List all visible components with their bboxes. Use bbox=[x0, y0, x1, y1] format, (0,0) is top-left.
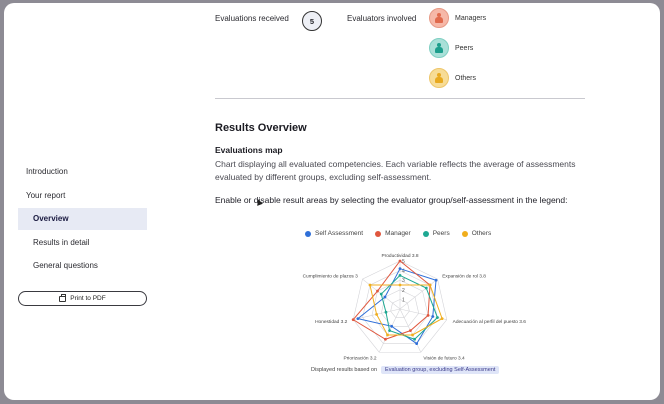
scale-tick-label: 2 bbox=[402, 287, 405, 294]
radar-chart bbox=[302, 243, 526, 363]
data-point bbox=[399, 284, 402, 287]
axis-label: Priorización 3.2 bbox=[343, 356, 377, 362]
data-point bbox=[435, 279, 438, 282]
print-button-label: Print to PDF bbox=[70, 295, 106, 302]
sidebar-item-overview[interactable]: Overview bbox=[18, 208, 147, 230]
data-point bbox=[429, 284, 432, 287]
legend-item-peers[interactable] bbox=[423, 230, 450, 237]
results-overview-title: Results Overview bbox=[215, 122, 307, 134]
sidebar-item-your-report[interactable]: Your report bbox=[26, 190, 66, 200]
peer-avatar-icon bbox=[429, 38, 449, 58]
scale-tick-label: 1 bbox=[402, 297, 405, 304]
data-point bbox=[425, 287, 428, 290]
chart-description: Chart displaying all evaluated competencies. Each variable reflects the average of assessments evaluated by different groups, excluding self-assessment. bbox=[215, 159, 576, 182]
data-point bbox=[376, 290, 379, 293]
data-point bbox=[399, 260, 402, 263]
axis-label: Adecuación al perfil del puesto 3.6 bbox=[452, 320, 526, 326]
data-point bbox=[413, 338, 416, 341]
legend-dot bbox=[423, 231, 429, 237]
axis-label: Honestidad 3.2 bbox=[315, 320, 348, 326]
results-footnote bbox=[311, 366, 499, 374]
data-point bbox=[431, 315, 434, 318]
evaluator-others bbox=[429, 68, 476, 88]
axis-label: Productividad 3.8 bbox=[381, 254, 419, 259]
scale-tick-label: 3 bbox=[402, 278, 405, 285]
axis-label: Expansión de rol 3.8 bbox=[442, 274, 486, 280]
legend-dot bbox=[305, 231, 311, 237]
legend-label: Others bbox=[471, 230, 492, 237]
chart-legend bbox=[305, 230, 491, 237]
data-point bbox=[441, 317, 444, 320]
data-point bbox=[356, 317, 359, 320]
data-point bbox=[390, 325, 393, 328]
sidebar-item-results-in-detail[interactable]: Results in detail bbox=[33, 237, 90, 247]
legend-label: Peers bbox=[432, 230, 450, 237]
legend-item-self-assessment[interactable] bbox=[305, 230, 363, 237]
data-point bbox=[352, 318, 355, 321]
data-point bbox=[415, 342, 418, 345]
data-point bbox=[409, 329, 412, 332]
data-point bbox=[411, 334, 414, 337]
evaluator-label: Managers bbox=[455, 14, 487, 22]
data-point bbox=[384, 296, 387, 299]
data-point bbox=[399, 274, 402, 277]
legend-item-others[interactable] bbox=[462, 230, 492, 237]
evaluations-map-title: Evaluations map bbox=[215, 145, 283, 155]
evaluator-peers bbox=[429, 38, 473, 58]
evaluator-label: Peers bbox=[455, 44, 474, 52]
data-point bbox=[386, 334, 389, 337]
legend-dot bbox=[375, 231, 381, 237]
section-divider bbox=[215, 98, 585, 99]
legend-item-manager[interactable] bbox=[375, 230, 411, 237]
sidebar-item-introduction[interactable]: Introduction bbox=[26, 167, 68, 176]
print-to-pdf-button[interactable] bbox=[18, 291, 147, 306]
data-point bbox=[375, 313, 378, 316]
legend-label: Self Assessment bbox=[315, 230, 364, 237]
other-avatar-icon bbox=[429, 68, 449, 88]
data-point bbox=[388, 329, 391, 332]
legend-label: Manager bbox=[385, 230, 411, 237]
sidebar bbox=[18, 161, 147, 306]
printer-icon bbox=[59, 296, 66, 302]
data-point bbox=[427, 314, 430, 317]
scale-tick-label: 5 bbox=[402, 259, 405, 265]
legend-instruction: Enable or disable result areas by selecting the evaluator group/self-assessment in the legend: bbox=[215, 195, 568, 205]
manager-avatar-icon bbox=[429, 8, 449, 28]
scale-tick-label: 4 bbox=[402, 268, 405, 275]
stats-row bbox=[215, 8, 585, 98]
legend-dot bbox=[462, 231, 468, 237]
app-window bbox=[4, 3, 660, 400]
data-point bbox=[399, 267, 402, 270]
evaluator-label: Others bbox=[455, 74, 477, 82]
data-point bbox=[384, 338, 387, 341]
footnote-label: Displayed results based on bbox=[311, 367, 378, 373]
sidebar-item-general-questions[interactable]: General questions bbox=[33, 261, 98, 270]
evaluations-count-badge: 5 bbox=[302, 11, 322, 31]
evaluator-managers bbox=[429, 8, 486, 28]
data-point bbox=[385, 311, 388, 314]
data-point bbox=[369, 284, 372, 287]
evaluation-group-chip[interactable]: Evaluation group, excluding Self-Assessment bbox=[381, 366, 499, 374]
evaluations-received-label: Evaluations received bbox=[215, 14, 289, 23]
data-point bbox=[436, 316, 439, 319]
axis-label: Cumplimiento de plazos 3 bbox=[302, 274, 358, 280]
axis-label: Visión de futuro 3.4 bbox=[423, 356, 465, 362]
evaluators-involved-label: Evaluators involved bbox=[347, 14, 417, 23]
data-point bbox=[380, 293, 383, 296]
